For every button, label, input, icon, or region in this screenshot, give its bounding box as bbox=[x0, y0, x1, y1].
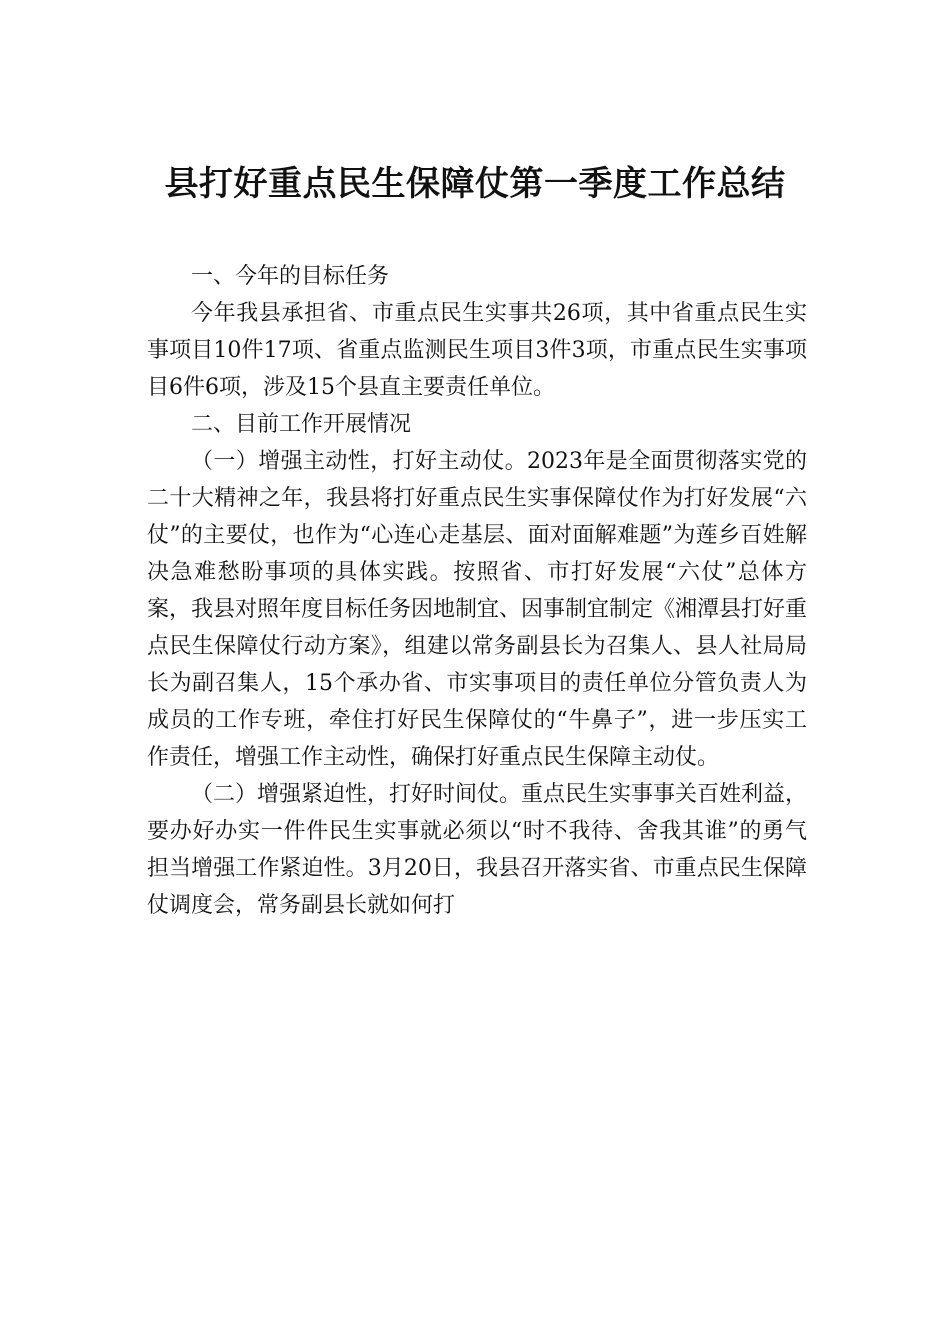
paragraph-urgency: （二）增强紧迫性，打好时间仗。重点民生实事事关百姓利益，要办好办实一件件民生实事就必须以“时不我待、舍我其谁”的勇气担当增强工作紧迫性。3月20日，我县召开落实省、市重点民生保障仗调度会，常务副县长就如何打 bbox=[147, 782, 808, 918]
paragraph-targets: 今年我县承担省、市重点民生实事共26项，其中省重点民生实事项目10件17项、省重点监测民生项目3件3项，市重点民生实事项目6件6项，涉及15个县直主要责任单位。 bbox=[147, 301, 807, 400]
document-body bbox=[147, 258, 807, 924]
section-heading-progress: 二、目前工作开展情况 bbox=[191, 412, 412, 437]
paragraph-initiative: （一）增强主动性，打好主动仗。2023年是全面贯彻落实党的二十大精神之年，我县将打好重点民生实事保障仗作为打好发展“六仗”的主要仗，也作为“心连心走基层、面对面解难题”为莲乡百姓解决急难愁盼事项的具体实践。按照省、市打好发展“六仗”总体方案，我县对照年度目标任务因地制宜、因事制宜制定《湘潭县打好重点民生保障仗行动方案》，组建以常务副县长为召集人、县人社局局长为副召集人，15个承办省、市实事项目的责任单位分管负责人为成员的工作专班，牵住打好民生保障仗的“牛鼻子”，进一步压实工作责任，增强工作主动性，确保打好重点民生保障主动仗。 bbox=[147, 449, 808, 770]
document-title: 县打好重点民生保障仗第一季度工作总结 bbox=[164, 164, 786, 204]
section-heading-targets: 一、今年的目标任务 bbox=[191, 264, 390, 289]
